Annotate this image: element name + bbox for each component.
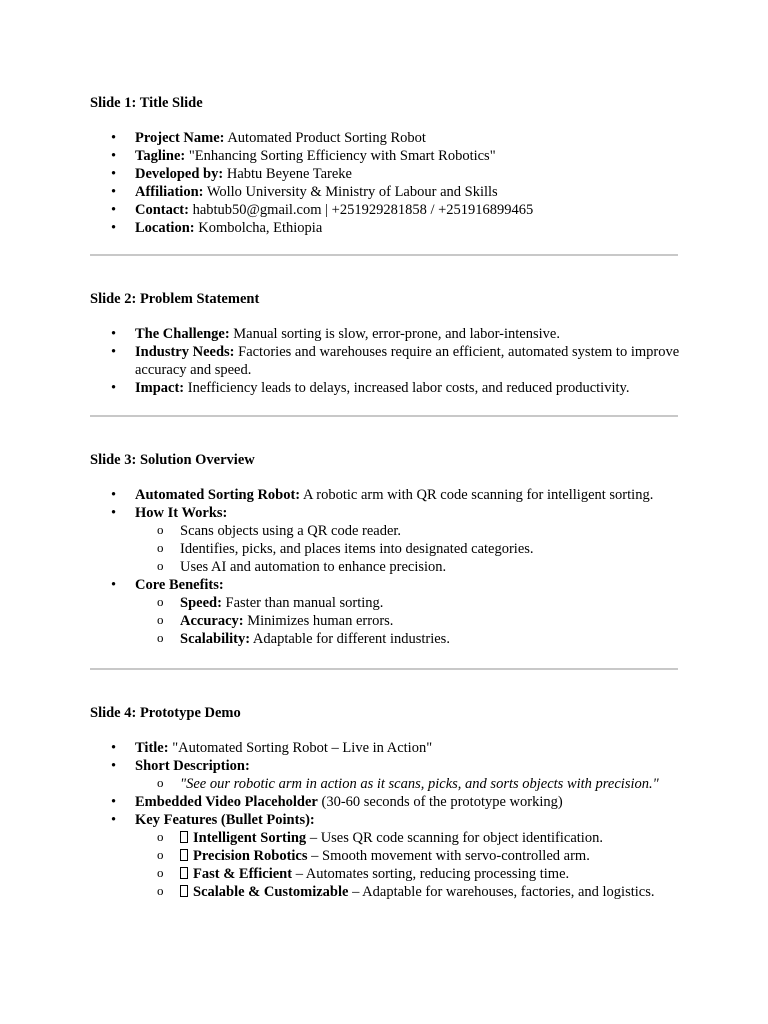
sub-list-item (135, 630, 680, 648)
sub-list-item: o Uses AI and automation to enhance precision. (135, 558, 680, 576)
item-value: Automated Product Sorting Robot (227, 130, 426, 146)
item-value: Minimizes human errors. (247, 613, 394, 629)
list-item (90, 129, 680, 147)
item-label: Industry Needs: (135, 344, 235, 360)
item-label: Short Description: (135, 758, 250, 774)
missing-glyph-icon (180, 831, 188, 843)
section-divider (90, 415, 678, 417)
item-value: – Uses QR code scanning for object identification. (309, 830, 603, 846)
item-label: Precision Robotics (193, 848, 308, 864)
slide4-heading: Slide 4: Prototype Demo (90, 705, 241, 721)
item-label: Location: (135, 220, 195, 236)
slide2-section (90, 290, 680, 397)
sub-list-item (135, 775, 680, 793)
key-features-list (135, 829, 680, 901)
item-value: – Smooth movement with servo-controlled arm. (311, 848, 590, 864)
slide2-heading: Slide 2: Problem Statement (90, 291, 260, 307)
missing-glyph-icon (180, 867, 188, 879)
sub-list-item (135, 847, 680, 865)
item-value: (30-60 seconds of the prototype working) (321, 794, 563, 810)
slide2-list (90, 325, 680, 397)
item-label: Fast & Efficient (193, 866, 293, 882)
sub-list-item (135, 829, 680, 847)
item-label: Scalable & Customizable (193, 884, 349, 900)
sub-list-item: o Scans objects using a QR code reader. (135, 522, 680, 540)
list-item (90, 757, 680, 793)
list-item (90, 147, 680, 165)
item-label: Project Name: (135, 130, 225, 146)
core-benefits-list (135, 594, 680, 648)
sub-list-item: o Identifies, picks, and places items into designated categories. (135, 540, 680, 558)
slide1-list (90, 129, 680, 237)
item-value: – Adaptable for warehouses, factories, and logistics. (352, 884, 655, 900)
slide3-heading: Slide 3: Solution Overview (90, 452, 255, 468)
item-value: "Enhancing Sorting Efficiency with Smart Robotics" (188, 148, 496, 164)
item-value: Wollo University & Ministry of Labour and Skills (206, 184, 498, 200)
item-label: Title: (135, 740, 169, 756)
how-it-works-list (135, 522, 680, 576)
list-item (90, 183, 680, 201)
item-value: Kombolcha, Ethiopia (198, 220, 323, 236)
slide3-section (90, 451, 680, 648)
sub-list-item (135, 612, 680, 630)
list-item (90, 201, 680, 219)
sub-list-item (135, 865, 680, 883)
list-item (90, 576, 680, 648)
item-value: Factories and warehouses require an efficient, automated system to improve accuracy and speed. (135, 344, 680, 378)
item-value: Inefficiency leads to delays, increased labor costs, and reduced productivity. (187, 380, 630, 396)
item-value: A robotic arm with QR code scanning for intelligent sorting. (302, 487, 654, 503)
item-label: Accuracy: (180, 613, 244, 629)
missing-glyph-icon (180, 849, 188, 861)
list-item (90, 219, 680, 237)
list-item (90, 165, 680, 183)
slide4-list (90, 739, 680, 901)
short-description-list (135, 775, 680, 793)
list-item (90, 379, 680, 397)
item-value: Faster than manual sorting. (225, 595, 384, 611)
section-divider (90, 254, 678, 256)
item-label: Impact: (135, 380, 185, 396)
item-label: Scalability: (180, 631, 251, 647)
item-label: How It Works: (135, 505, 228, 521)
list-item (90, 343, 680, 379)
item-label: Tagline: (135, 148, 186, 164)
slide3-list (90, 486, 680, 648)
slide4-section (90, 704, 680, 901)
item-label: Speed: (180, 595, 222, 611)
sub-list-item (135, 883, 680, 901)
item-label: Affiliation: (135, 184, 204, 200)
item-value: Habtu Beyene Tareke (226, 166, 352, 182)
list-item (90, 811, 680, 901)
list-item (90, 486, 680, 504)
missing-glyph-icon (180, 885, 188, 897)
list-item (90, 325, 680, 343)
list-item (90, 793, 680, 811)
item-label: Key Features (Bullet Points): (135, 812, 315, 828)
item-label: Automated Sorting Robot: (135, 487, 301, 503)
slide1-section (90, 94, 680, 237)
item-label: Contact: (135, 202, 189, 218)
list-item (90, 504, 680, 576)
item-value: – Automates sorting, reducing processing time. (295, 866, 570, 882)
slide1-heading: Slide 1: Title Slide (90, 95, 203, 111)
description-quote: "See our robotic arm in action as it scans, picks, and sorts objects with precision." (180, 776, 659, 792)
list-item (90, 739, 680, 757)
item-label: Developed by: (135, 166, 224, 182)
section-divider (90, 668, 678, 670)
item-value: habtub50@gmail.com | +251929281858 / +251916899465 (192, 202, 534, 218)
item-value: "Automated Sorting Robot – Live in Action" (172, 740, 433, 756)
item-label: The Challenge: (135, 326, 230, 342)
item-value: Manual sorting is slow, error-prone, and labor-intensive. (233, 326, 560, 342)
item-label: Intelligent Sorting (193, 830, 307, 846)
item-label: Core Benefits: (135, 577, 224, 593)
item-label: Embedded Video Placeholder (135, 794, 318, 810)
item-value: Adaptable for different industries. (252, 631, 450, 647)
sub-list-item (135, 594, 680, 612)
